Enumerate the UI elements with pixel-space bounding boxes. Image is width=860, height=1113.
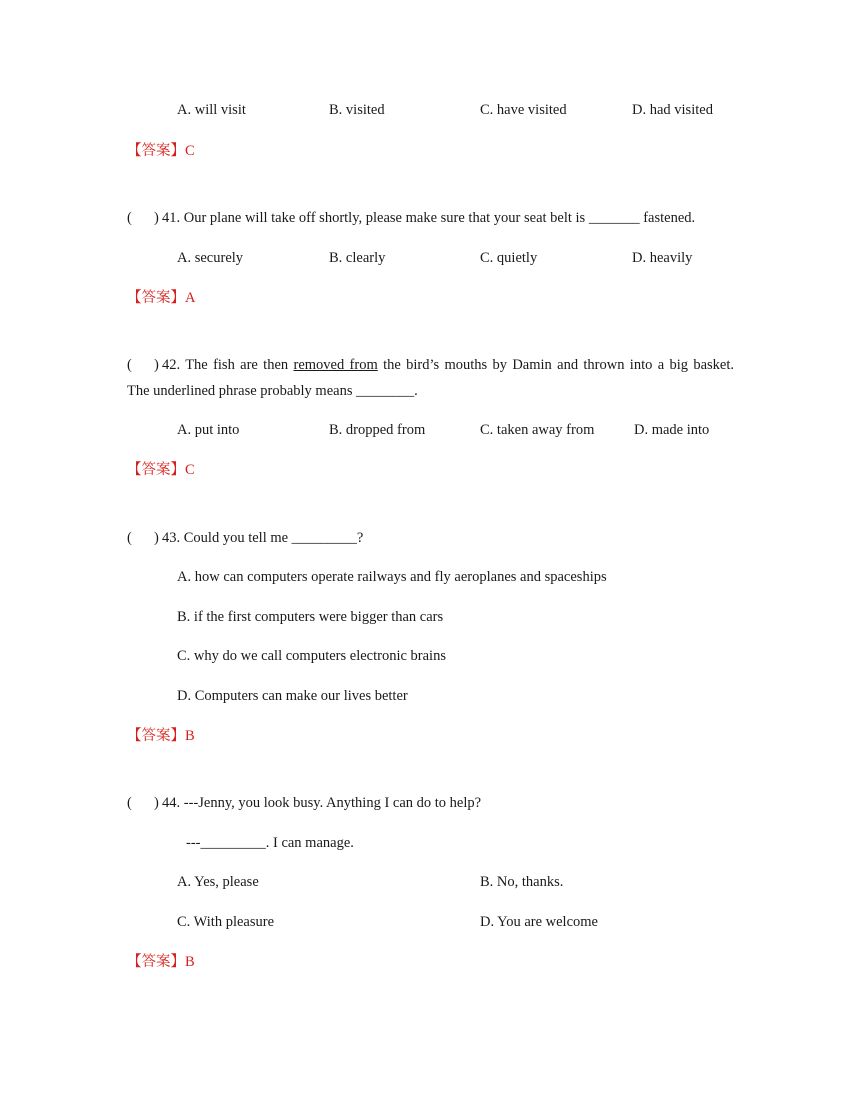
q41-option-d: D. heavily <box>632 250 693 266</box>
q42-option-c: C. taken away from <box>480 422 595 438</box>
q41-question: 41. Our plane will take off shortly, please make sure that your seat belt is _______ fastened. <box>162 210 696 226</box>
q40-option-c: C. have visited <box>480 102 567 118</box>
q40-option-a: A. will visit <box>177 102 246 118</box>
q41-paren: ( <box>127 210 132 226</box>
q42-option-a: A. put into <box>177 422 240 438</box>
q44-option-b: B. No, thanks. <box>480 874 564 890</box>
q44-option-c: C. With pleasure <box>177 914 275 930</box>
q43-option-b: B. if the first computers were bigger than cars <box>177 609 444 625</box>
q40-answer: 【答案】C <box>127 143 195 159</box>
q44-paren: ( <box>127 795 132 811</box>
q43-paren-close: ) <box>154 530 159 546</box>
q43-answer: 【答案】B <box>127 728 195 744</box>
q42-underlined-phrase: removed from <box>293 357 378 373</box>
q42-answer: 【答案】C <box>127 462 195 478</box>
q43-option-c: C. why do we call computers electronic brains <box>177 648 446 664</box>
q42-option-b: B. dropped from <box>329 422 426 438</box>
q41-option-b: B. clearly <box>329 250 386 266</box>
q44-reply: ---_________. I can manage. <box>186 835 354 851</box>
q41-option-c: C. quietly <box>480 250 538 266</box>
q44-answer: 【答案】B <box>127 954 195 970</box>
q43-option-a: A. how can computers operate railways and fly aeroplanes and spaceships <box>177 569 607 585</box>
q42-option-d: D. made into <box>634 422 710 438</box>
q44-question: 44. ---Jenny, you look busy. Anything I can do to help? <box>162 795 482 811</box>
q42-question <box>162 356 734 374</box>
q43-paren: ( <box>127 530 132 546</box>
q42-question-line2: The underlined phrase probably means ________. <box>127 383 418 399</box>
q41-option-a: A. securely <box>177 250 244 266</box>
q44-paren-close: ) <box>154 795 159 811</box>
q43-option-d: D. Computers can make our lives better <box>177 688 408 704</box>
q41-answer: 【答案】A <box>127 290 196 306</box>
q42-paren-close: ) <box>154 357 159 373</box>
q41-paren-close: ) <box>154 210 159 226</box>
q43-question: 43. Could you tell me _________? <box>162 530 364 546</box>
q42-text-pre: 42. The fish are then <box>162 357 294 373</box>
q42-paren: ( <box>127 357 132 373</box>
q44-option-a: A. Yes, please <box>177 874 259 890</box>
q40-option-d: D. had visited <box>632 102 713 118</box>
q44-option-d: D. You are welcome <box>480 914 598 930</box>
q42-text-post: the bird’s mouths by Damin and thrown into a big basket. <box>377 357 734 373</box>
q40-option-b: B. visited <box>329 102 385 118</box>
